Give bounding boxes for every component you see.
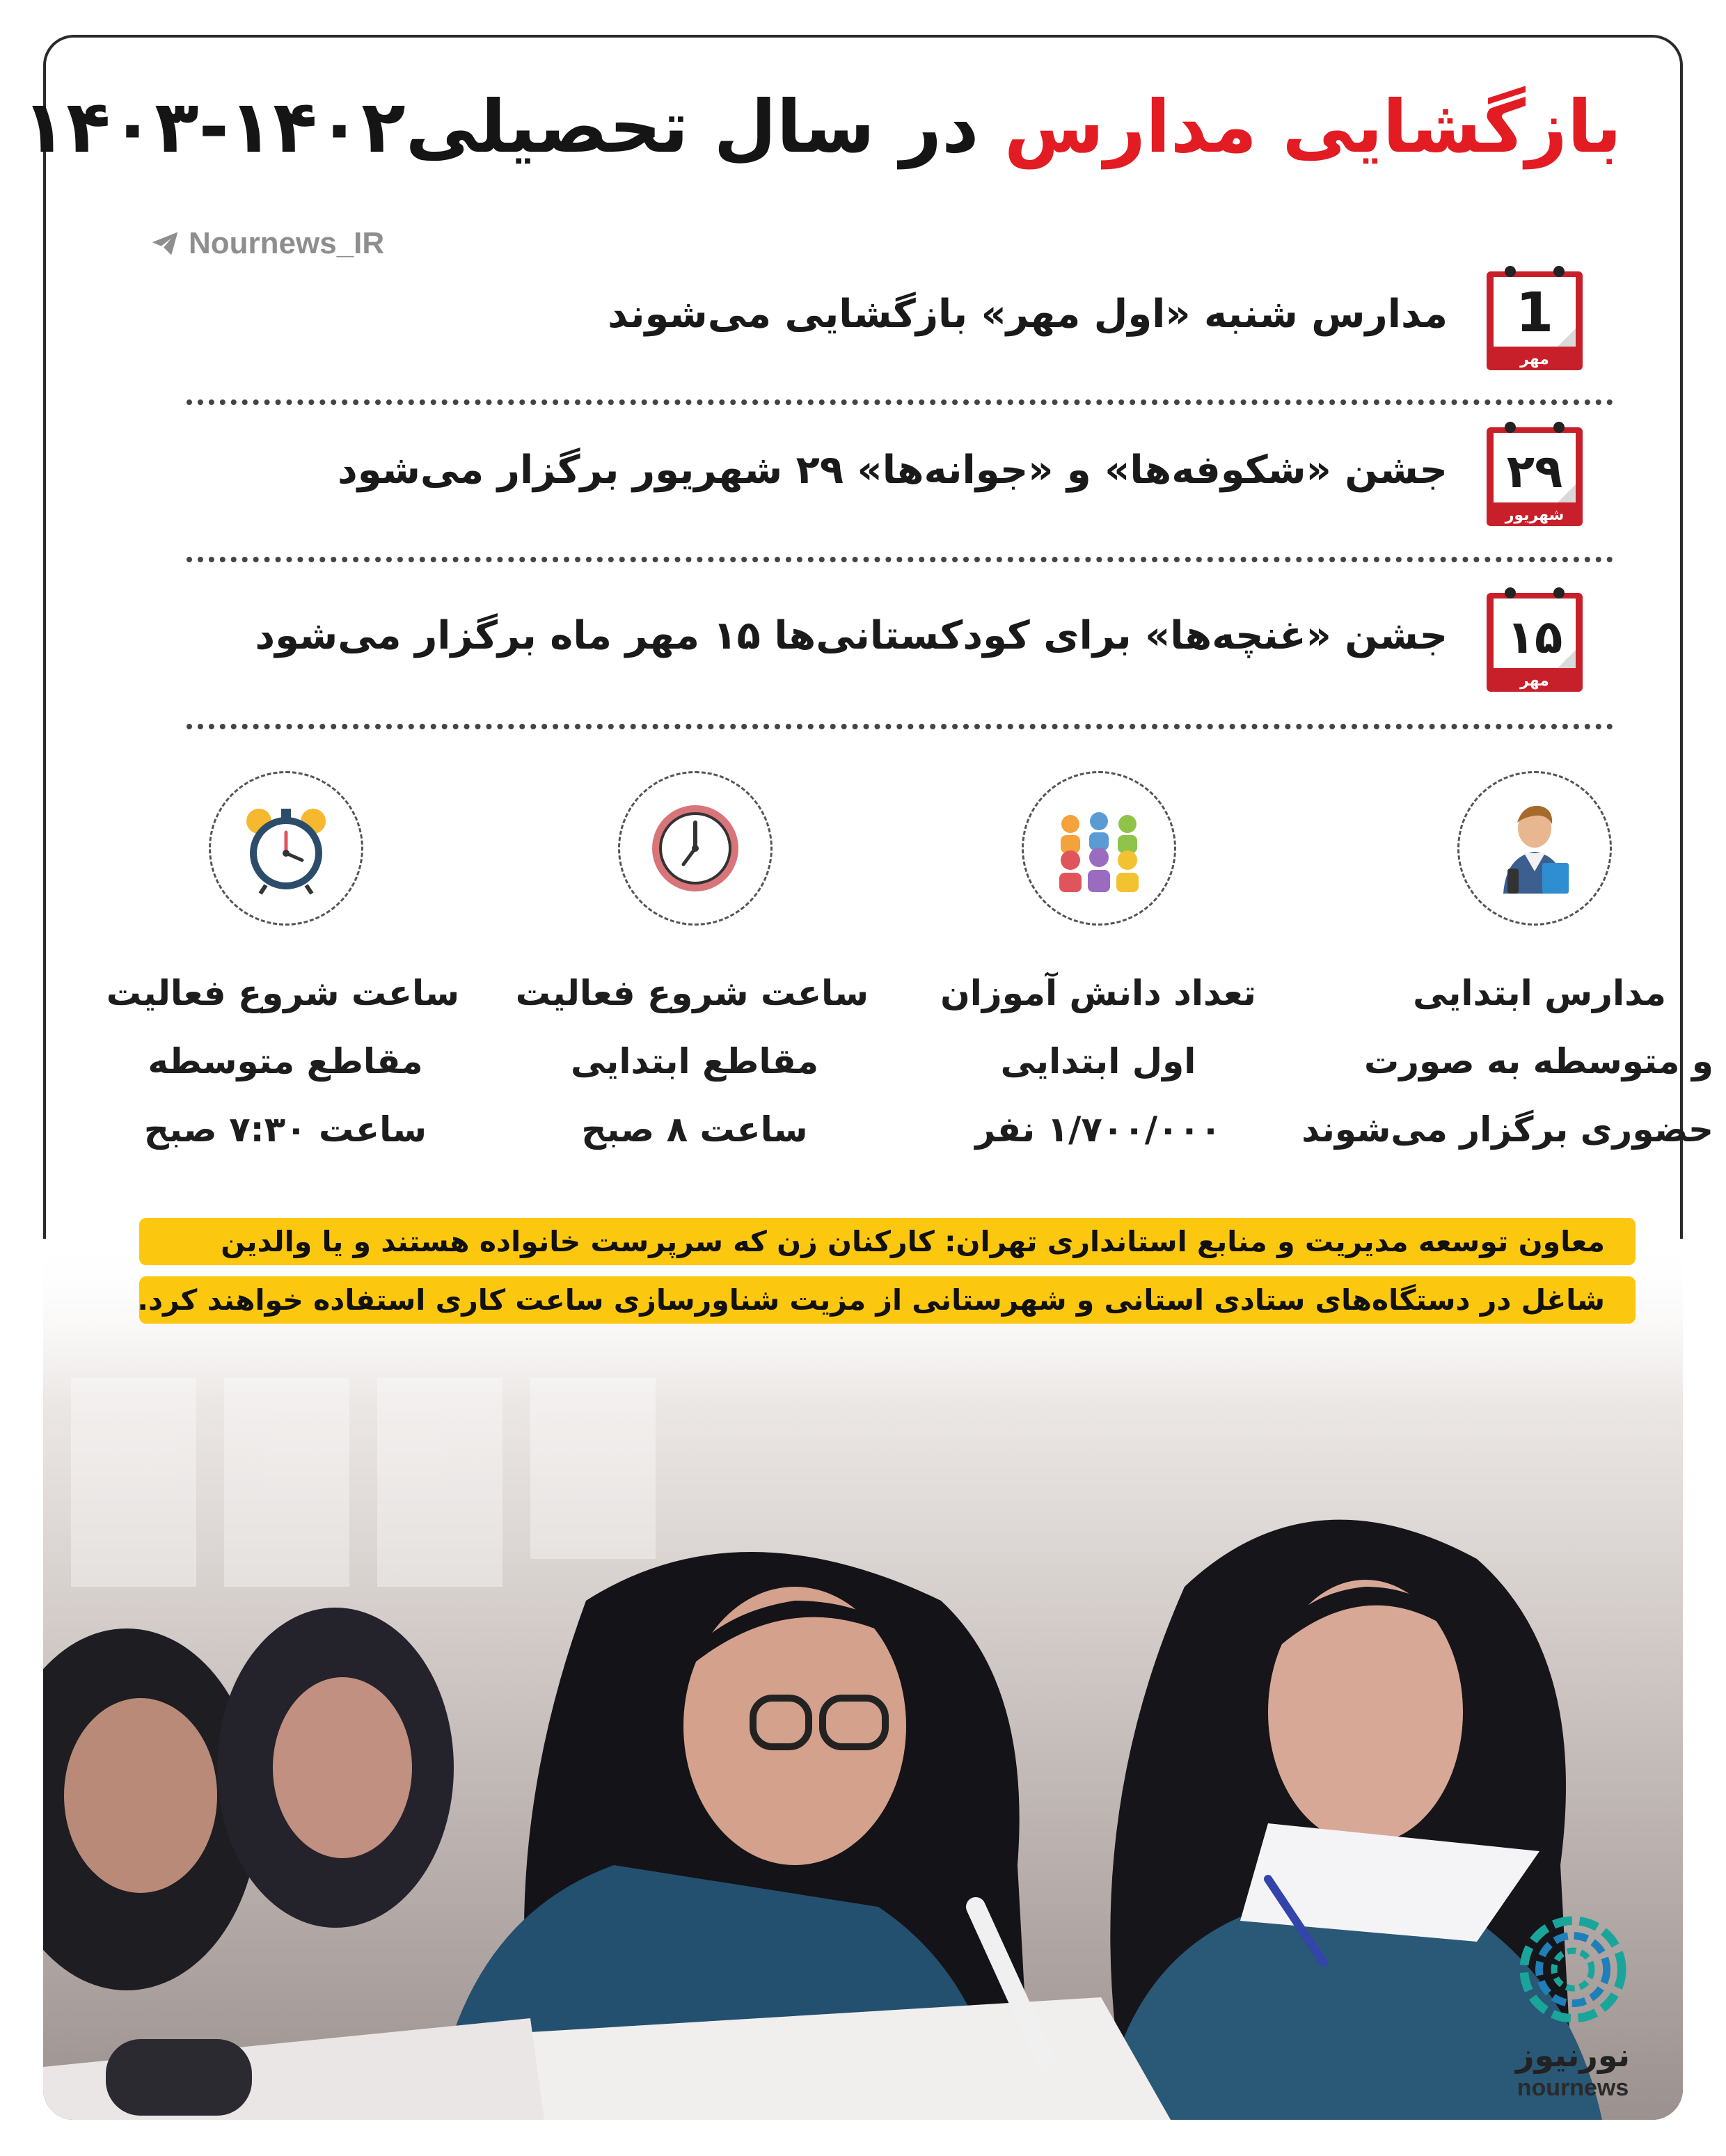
feature-line: ساعت ۸ صبح [581,1109,808,1150]
calendar-icon [1482,583,1587,696]
logo-text-en: nournews [1517,2075,1629,2101]
date-row-1 [202,262,1636,387]
calendar-month: مهر [1520,672,1549,690]
feature-text [515,959,869,1164]
row-text: مدارس شنبه «اول مهر» بازگشایی می‌شوند [608,292,1448,337]
page-title [22,84,1622,171]
feature-icon-circle [1457,771,1612,926]
feature-primary-start [515,771,869,1161]
feature-line: ۱/۷۰۰/۰۰۰ نفر [975,1109,1221,1150]
feature-icon-circle [618,771,773,926]
title-rest: در سال تحصیلی۱۴۰۲-۱۴۰۳ [22,84,979,169]
feature-line: مقاطع متوسطه [148,1041,423,1081]
date-row-2 [202,418,1636,543]
nournews-logo [1503,1907,1642,2102]
alarm-clock-icon [234,796,338,901]
feature-student-count [924,771,1272,1161]
calendar-icon [1482,262,1587,374]
student-icon [1482,796,1587,901]
feature-text [1301,959,1713,1164]
handle-text: Nournews_IR [189,226,385,260]
nournews-logo-mark [1510,1907,1636,2032]
feature-icon-circle [209,771,363,926]
calendar-month: مهر [1520,351,1549,368]
feature-icon-circle [1022,771,1176,926]
calendar-day: ۱۵ [1506,610,1563,664]
row-text: جشن «شکوفه‌ها» و «جوانه‌ها» ۲۹ شهریور برگزار می‌شود [337,447,1448,493]
note-line-2: شاغل در دستگاه‌های ستادی استانی و شهرستانی از مزیت شناورسازی ساعت کاری استفاده خواهند کرد. [139,1276,1636,1324]
feature-line: ساعت شروع فعالیت [515,973,869,1013]
students-photo [43,1239,1683,2120]
feature-line: مقاطع ابتدایی [570,1041,819,1081]
feature-line: مدارس ابتدایی [1413,973,1666,1013]
dotted-divider [187,724,1613,729]
logo-text-fa: نورنیوز [1516,2036,1630,2074]
feature-line: حضوری برگزار می‌شوند [1301,1109,1713,1150]
date-row-3 [202,583,1636,708]
calendar-month: شهریور [1505,507,1565,524]
feature-text [924,959,1272,1164]
title-highlight: بازگشایی مدارس [1004,84,1622,169]
feature-secondary-start [106,771,459,1161]
feature-line: تعداد دانش آموزان [940,973,1256,1013]
dotted-divider [187,557,1613,562]
calendar-day: ۲۹ [1506,445,1563,498]
calendar-icon [1482,418,1587,530]
social-handle [150,226,384,261]
feature-text [106,959,459,1164]
group-people-icon [1047,796,1151,901]
feature-line: و متوسطه به صورت [1363,1041,1713,1081]
row-text: جشن «غنچه‌ها» برای کودکستانی‌ها ۱۵ مهر ماه برگزار می‌شود [255,613,1448,658]
feature-line: اول ابتدایی [1000,1041,1196,1081]
note-line-1: معاون توسعه مدیریت و منابع استانداری تهران: کارکنان زن که سرپرست خانواده هستند و یا والدین [139,1218,1636,1265]
dotted-divider [187,399,1613,405]
telegram-icon [150,228,180,259]
feature-line: ساعت ۷:۳۰ صبح [143,1109,427,1150]
feature-line: ساعت شروع فعالیت [106,973,459,1013]
calendar-day: 1 [1515,282,1554,344]
feature-in-person [1301,771,1713,1161]
wall-clock-icon [643,796,747,901]
